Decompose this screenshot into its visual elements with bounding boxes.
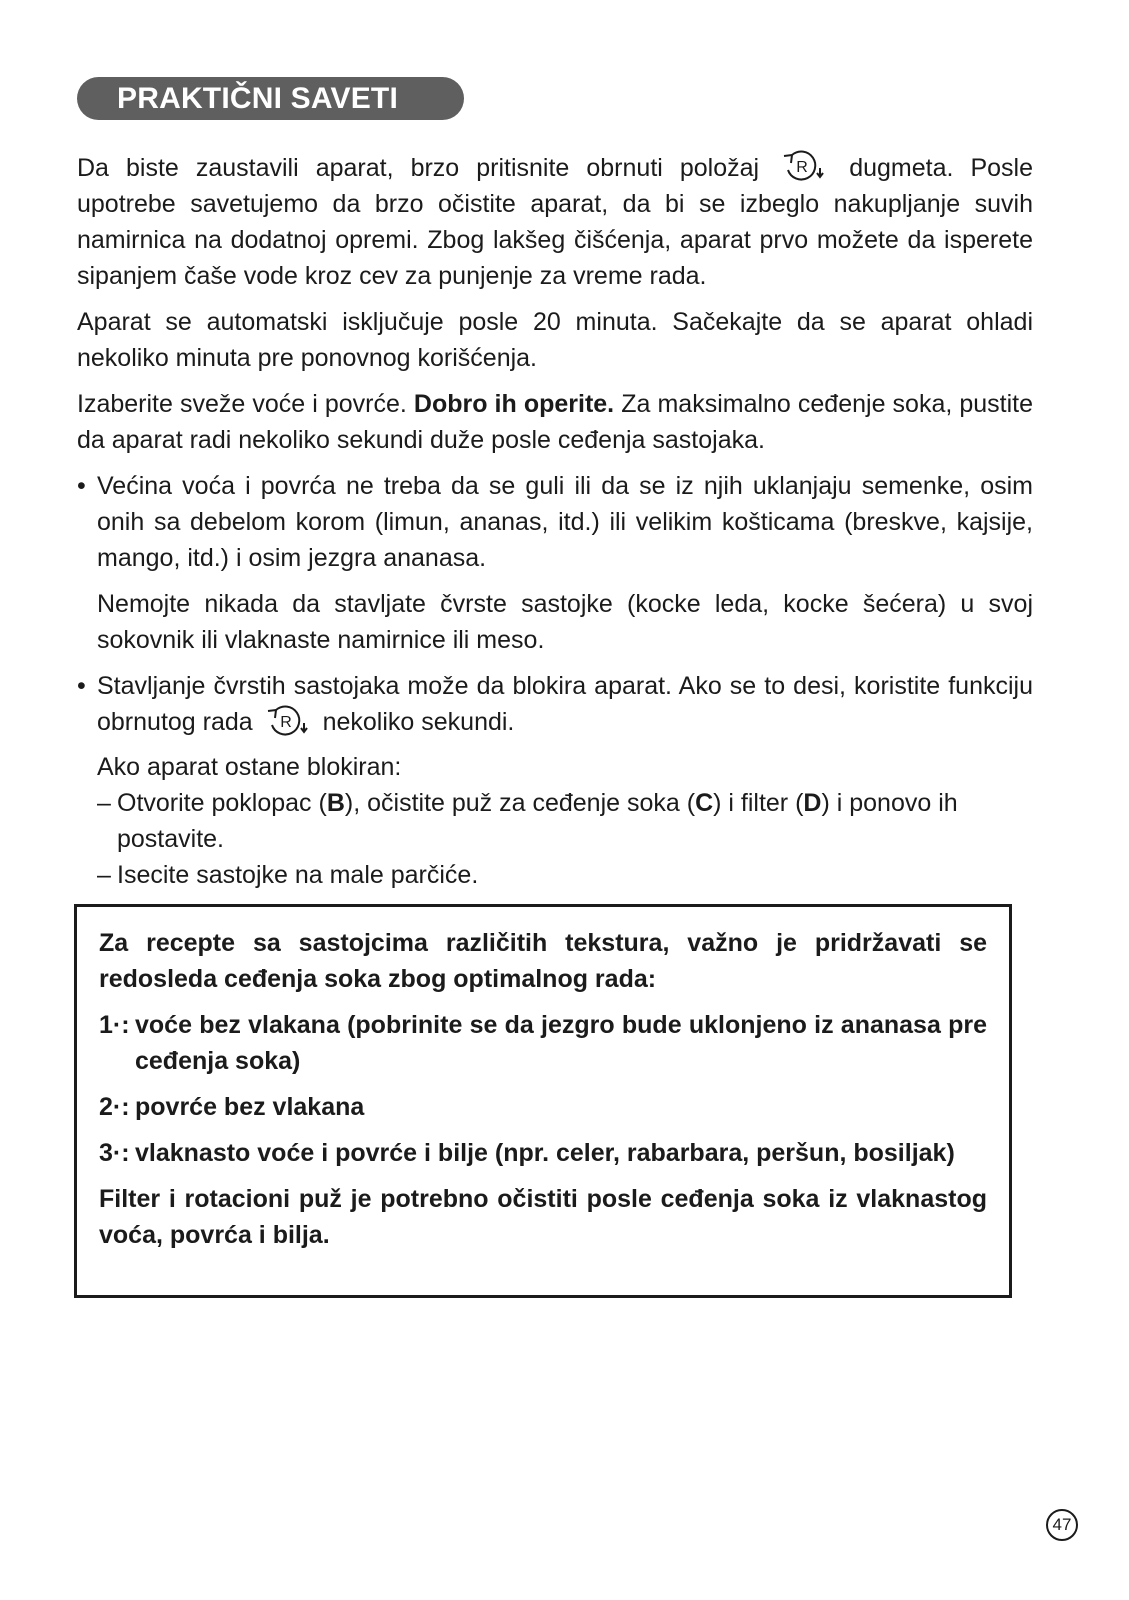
paragraph-1-part-1: Da biste zaustavili aparat, brzo pritisnite obrnuti položaj [77,154,760,182]
paragraph-3-bold: Dobro ih operite. [413,390,615,419]
reverse-rotation-icon [262,701,314,741]
paragraph-3-before: Izaberite sveže voće i povrće. [77,390,407,419]
step-text: povrće bez vlakana [135,1093,365,1121]
dash-1-text-1: Otvorite poklopac ( [117,788,327,817]
part-label-d: D [803,788,822,817]
section-title: PRAKTIČNI SAVETI [77,77,464,120]
paragraph-3-after: Za maksimalno ceđenje soka, pustite da aparat radi nekoliko sekundi duže posle ceđenja sastojaka. [77,390,1034,455]
notice-step-2 [99,1089,987,1125]
notice-step-1 [99,1007,987,1079]
part-label-b: B [326,788,345,817]
notice-outro: Filter i rotacioni puž je potrebno očistiti posle ceđenja soka iz vlaknastog voća, povrća i bilja. [99,1185,987,1249]
dash-item-cut-small [97,857,1033,893]
bullet-1-text: Većina voća i povrća ne treba da se guli ili da se iz njih uklanjaju semenke, osim onih sa debelom korom (limun, ananas, itd.) ili velikim košticama (breskve, kajsije, mango, itd.) i osim jezgra ananasa. [97,472,1033,573]
bullet-dot: • [77,672,86,701]
reverse-icon-letter: R [279,713,292,731]
dash-2-text: Isecite sastojke na male parčiće. [117,860,479,889]
bullet-note-hard-ingredients: Nemojte nikada da stavljate čvrste sastojke (kocke leda, kocke šećera) u svoj sokovnik ili vlaknaste namirnice ili meso. [97,590,1033,655]
bullet-dot: • [77,472,86,501]
bullet-2-part-1: Stavljanje čvrstih sastojaka može da blokira aparat. Ako se to desi, koristite funkciju obrnutog rada [97,672,1033,737]
reverse-rotation-icon [778,146,830,186]
notice-step-3 [99,1135,987,1171]
dash-1-text-4: ) i ponovo ih postavite. [117,788,958,853]
paragraph-1-part-2: dugmeta. Posle upotrebe savetujemo da brzo očistite aparat, da bi se izbeglo nakupljanje suvih namirnica na dodatnoj opremi. Zbog lakšeg čišćenja, aparat prvo možete da isperete sipanjem čaše vode kroz cev za punjenje za vreme rada. [77,154,1033,291]
bullet-2-part-2: nekoliko sekundi. [322,708,515,737]
step-text: vlaknasto voće i povrće i bilje (npr. celer, rabarbara, peršun, bosiljak) [135,1139,955,1167]
paragraph-choose-produce [77,386,1033,458]
dash-symbol: – [97,860,111,889]
step-number: 1·: [99,1011,130,1039]
bullet-item-blocking [77,668,1033,740]
blocked-intro: Ako aparat ostane blokiran: [97,752,402,781]
paragraph-stop-and-clean [77,150,1033,294]
dash-symbol: – [97,788,111,817]
reverse-icon-letter: R [796,159,808,177]
part-label-c: C [695,788,714,817]
notice-box [74,904,1012,1298]
bullet-item-peeling [77,468,1033,576]
paragraph-auto-off: Aparat se automatski isključuje posle 20 minuta. Sačekajte da se aparat ohladi nekoliko minuta pre ponovnog korišćenja. [77,308,1033,373]
step-number: 3·: [99,1139,130,1167]
document-page [77,77,1033,893]
dash-1-text-3: ) i filter ( [713,788,804,817]
dash-item-open-lid [97,785,1033,857]
notice-intro: Za recepte sa sastojcima različitih tekstura, važno je pridržavati se redosleda ceđenja soka zbog optimalnog rada: [99,929,987,993]
dash-1-text-2: ), očistite puž za ceđenje soka ( [344,788,696,817]
step-text: voće bez vlakana (pobrinite se da jezgro bude uklonjeno iz ananasa pre ceđenja soka) [135,1011,987,1075]
page-number: 47 [1046,1509,1078,1541]
step-number: 2·: [99,1093,130,1121]
document-body [77,150,1033,893]
